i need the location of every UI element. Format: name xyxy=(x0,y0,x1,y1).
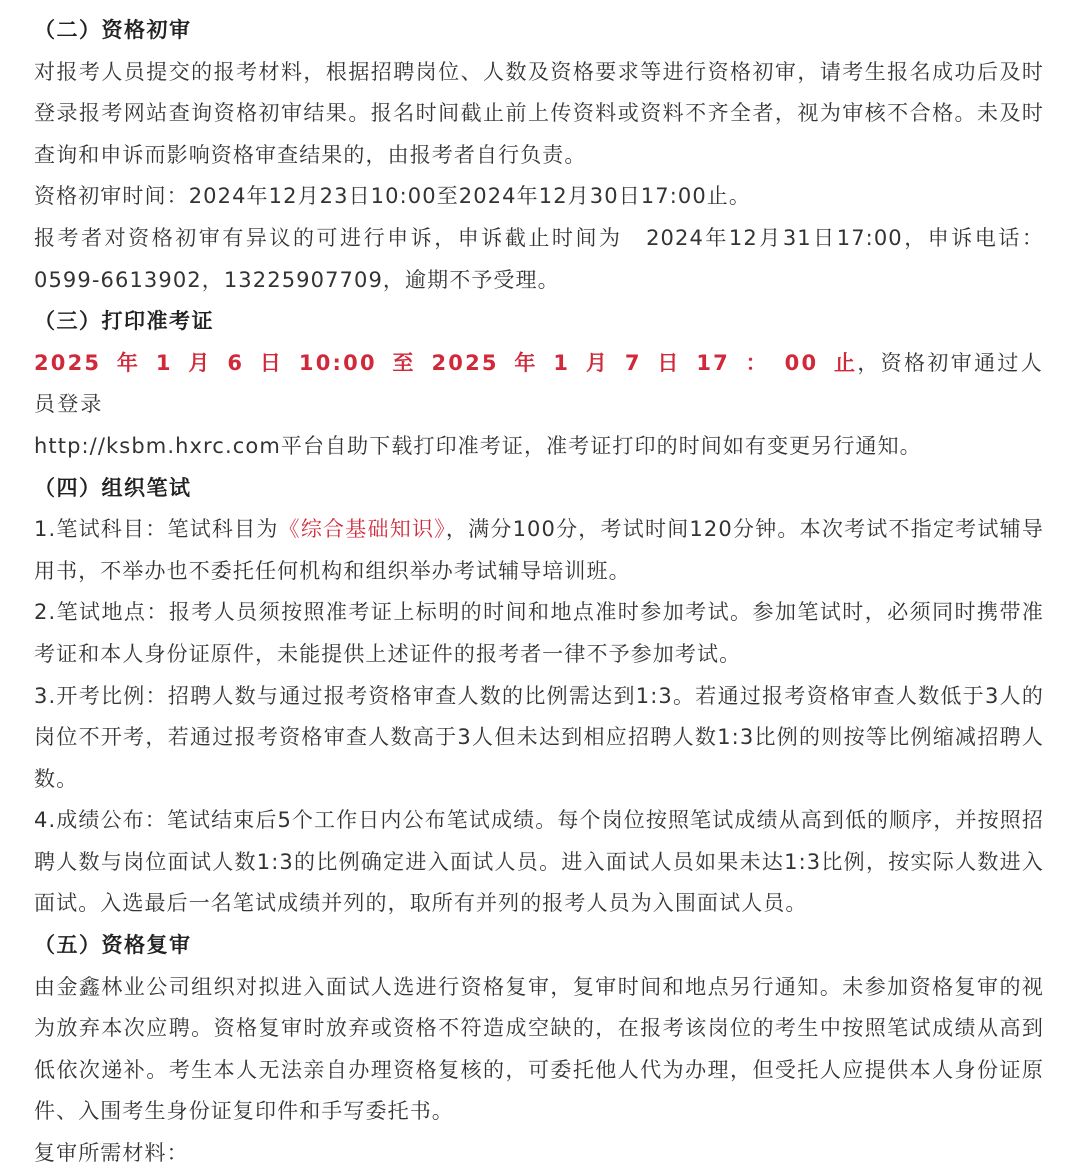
paragraph-recheck-materials-label: 复审所需材料： xyxy=(34,1141,189,1166)
exam-subject-prefix: 1.笔试科目：笔试科目为 xyxy=(34,517,279,542)
paragraph-exam-subject xyxy=(34,509,1044,592)
paragraph-appeal-info: 报考者对资格初审有异议的可进行申诉，申诉截止时间为 2024年12月31日17:00，申诉电话：0599-6613902，13225907709，逾期不予受理。 xyxy=(34,225,1044,292)
admission-ticket-date-highlight: 2025 年 1 月 6 日 10:00 至 2025 年 1 月 7 日 17 ： 00 止 xyxy=(34,350,858,375)
section-heading-written-exam: （四）组织笔试 xyxy=(34,475,192,500)
paragraph-score-announcement: 4.成绩公布：笔试结束后5个工作日内公布笔试成绩。每个岗位按照笔试成绩从高到低的顺序，并按照招聘人数与岗位面试人数1:3的比例确定进入面试人员。进入面试人员如果未达1:3比例，按实际人数进入面试。入选最后一名笔试成绩并列的，取所有并列的报考人员为入围面试人员。 xyxy=(34,808,1044,916)
paragraph-qualification-review-time: 资格初审时间：2024年12月23日10:00至2024年12月30日17:00止。 xyxy=(34,184,752,209)
section-heading-qualification-review: （二）资格初审 xyxy=(34,18,192,42)
paragraph-exam-location: 2.笔试地点：报考人员须按照准考证上标明的时间和地点准时参加考试。参加笔试时，必须同时携带准考证和本人身份证原件，未能提供上述证件的报考者一律不予参加考试。 xyxy=(34,600,1044,666)
paragraph-exam-ratio: 3.开考比例：招聘人数与通过报考资格审查人数的比例需达到1:3。若通过报考资格审查人数低于3人的岗位不开考，若通过报考资格审查人数高于3人但未达到相应招聘人数1:3比例的则按等比例缩减招聘人数。 xyxy=(34,683,1044,791)
admission-ticket-login-text: ，资格初审通过人员登录 xyxy=(34,350,1044,417)
exam-subject-name: 《综合基础知识》 xyxy=(278,517,446,542)
paragraph-print-admission-ticket xyxy=(34,343,1044,426)
paragraph-qualification-review-intro: 对报考人员提交的报考材料，根据招聘岗位、人数及资格要求等进行资格初审，请考生报名成功后及时登录报考网站查询资格初审结果。报名时间截止前上传资料或资料不齐全者，视为审核不合格。未及时查询和申诉而影响资格审查结果的，由报考者自行负责。 xyxy=(34,59,1044,167)
section-heading-qualification-recheck: （五）资格复审 xyxy=(34,933,192,958)
paragraph-admission-ticket-url: http://ksbm.hxrc.com平台自助下载打印准考证，准考证打印的时间如有变更另行通知。 xyxy=(34,433,922,458)
paragraph-qualification-recheck: 由金鑫林业公司组织对拟进入面试人选进行资格复审，复审时间和地点另行通知。未参加资格复审的视为放弃本次应聘。资格复审时放弃或资格不符造成空缺的，在报考该岗位的考生中按照笔试成绩从高到低依次递补。考生本人无法亲自办理资格复核的，可委托他人代为办理，但受托人应提供本人身份证原件、入围考生身份证复印件和手写委托书。 xyxy=(34,974,1044,1124)
section-heading-print-admission-ticket: （三）打印准考证 xyxy=(34,309,214,334)
exam-subject-details: ，满分100分，考试时间120分钟。本次考试不指定考试辅导用书，不举办也不委托任何机构和组织举办考试辅导培训班。 xyxy=(34,517,1044,583)
